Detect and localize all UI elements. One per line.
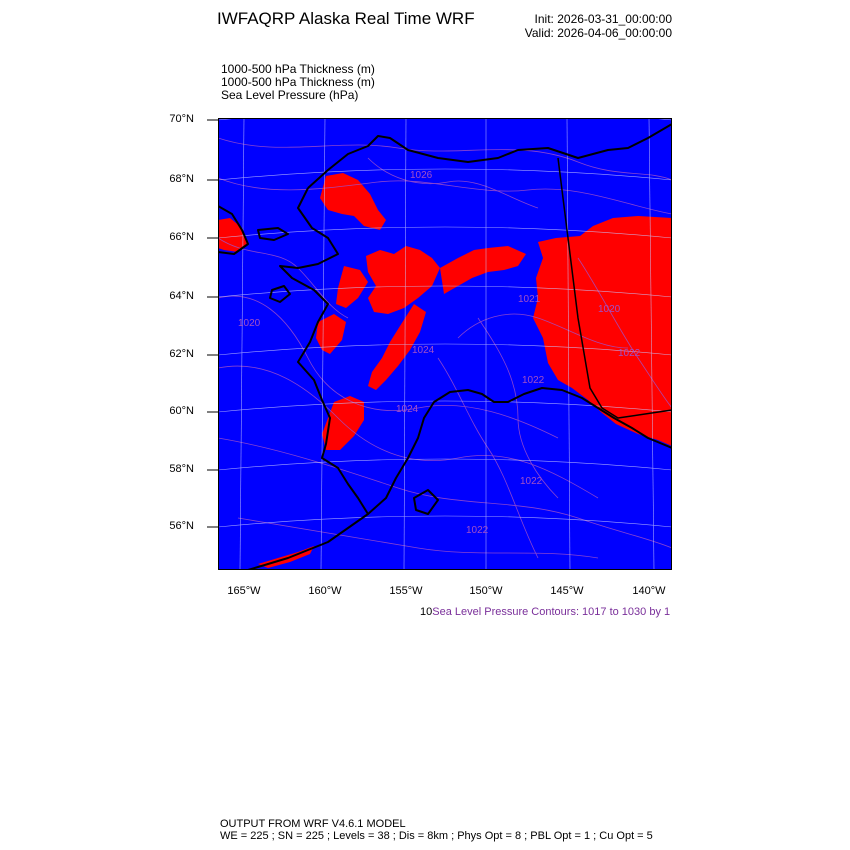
pressure-label: 1024 bbox=[396, 404, 419, 415]
lat-label-64: 64°N bbox=[169, 290, 194, 302]
lat-label-70: 70°N bbox=[169, 113, 194, 125]
lat-label-60: 60°N bbox=[169, 405, 194, 417]
pressure-label: 1022 bbox=[520, 476, 543, 487]
footer-config: WE = 225 ; SN = 225 ; Levels = 38 ; Dis = 8km ; Phys Opt = 8 ; PBL Opt = 1 ; Cu Opt = 5 bbox=[220, 830, 653, 842]
pressure-label: 1024 bbox=[412, 345, 435, 356]
run-times bbox=[525, 12, 672, 40]
lon-label-165: 165°W bbox=[227, 585, 261, 597]
pressure-label: 1022 bbox=[618, 348, 641, 359]
lon-label-150: 150°W bbox=[469, 585, 503, 597]
init-time: Init: 2026-03-31_00:00:00 bbox=[534, 12, 672, 26]
legend-prefix: 10 bbox=[420, 606, 433, 618]
field-list bbox=[221, 63, 375, 102]
legend-text: Sea Level Pressure Contours: 1017 to 1030 by 1 bbox=[432, 606, 671, 618]
pressure-label: 1020 bbox=[238, 318, 261, 329]
lon-label-145: 145°W bbox=[550, 585, 584, 597]
field-thickness-1: 1000-500 hPa Thickness (m) bbox=[221, 62, 375, 76]
pressure-label: 1022 bbox=[522, 375, 545, 386]
model-footer bbox=[220, 818, 653, 842]
pressure-label: 1020 bbox=[598, 304, 621, 315]
field-thickness-2: 1000-500 hPa Thickness (m) bbox=[221, 75, 375, 89]
lat-label-68: 68°N bbox=[169, 173, 194, 185]
lat-label-56: 56°N bbox=[169, 520, 194, 532]
field-slp: Sea Level Pressure (hPa) bbox=[221, 88, 359, 102]
lat-label-66: 66°N bbox=[169, 231, 194, 243]
footer-model: OUTPUT FROM WRF V4.6.1 MODEL bbox=[220, 818, 406, 830]
map-title: IWFAQRP Alaska Real Time WRF bbox=[217, 9, 475, 28]
lat-label-58: 58°N bbox=[169, 463, 194, 475]
pressure-label: 1026 bbox=[410, 170, 433, 181]
lat-label-62: 62°N bbox=[169, 348, 194, 360]
lon-label-140: 140°W bbox=[632, 585, 666, 597]
contour-legend bbox=[420, 606, 670, 618]
pressure-label: 1021 bbox=[518, 294, 541, 305]
lon-label-155: 155°W bbox=[389, 585, 423, 597]
valid-time: Valid: 2026-04-06_00:00:00 bbox=[524, 26, 672, 40]
lon-label-160: 160°W bbox=[308, 585, 342, 597]
wrf-map bbox=[218, 118, 672, 570]
pressure-label: 1022 bbox=[466, 525, 489, 536]
